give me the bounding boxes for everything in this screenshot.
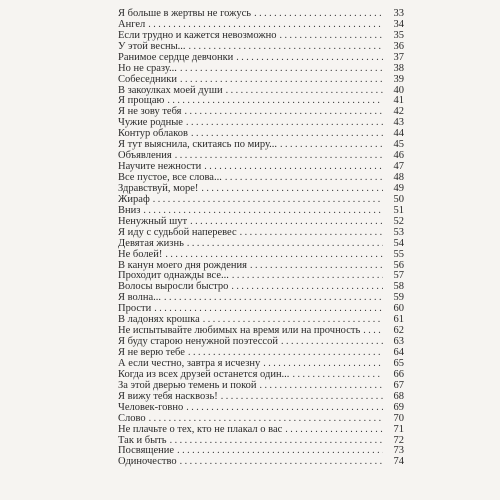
dot-leader <box>232 271 383 282</box>
toc-entry-title: Чужие родные <box>118 117 183 129</box>
toc-entry-title: Я волна... <box>118 292 162 304</box>
toc-entry-page-number: 50 <box>393 193 404 205</box>
toc-entry-page-number: 53 <box>393 226 404 238</box>
toc-entry-title: За этой дверью темень и покой <box>118 379 257 391</box>
toc-entry <box>118 195 404 206</box>
toc-entry-page-number: 44 <box>393 128 404 140</box>
dot-leader <box>225 173 383 184</box>
toc-entry-page-number: 38 <box>393 62 404 74</box>
toc-entry-title: Слово <box>118 412 146 424</box>
toc-entry-page-number: 55 <box>393 248 404 260</box>
toc-entry-title: Одиночество <box>118 456 177 468</box>
toc-entry-title: У этой весны... <box>118 40 186 52</box>
toc-entry-title: Не болей! <box>118 248 163 260</box>
toc-entry <box>118 250 404 261</box>
dot-leader <box>167 96 383 107</box>
dot-leader <box>363 326 383 337</box>
toc-entry-page-number: 65 <box>393 357 404 369</box>
dot-leader <box>149 414 383 425</box>
toc-entry-title: Я буду старою ненужной поэтессой <box>118 336 278 348</box>
toc-entry-title: Я прощаю <box>118 95 165 107</box>
dot-leader <box>180 457 383 468</box>
toc-entry-page-number: 68 <box>393 390 404 402</box>
dot-leader <box>180 75 383 86</box>
toc-entry-title: Я иду с судьбой наперевес <box>118 226 237 238</box>
toc-entry-page-number: 59 <box>393 292 404 304</box>
toc-entry-title: Контур облаков <box>118 128 188 140</box>
toc-entry-page-number: 54 <box>393 237 404 249</box>
toc-entry-page-number: 48 <box>393 172 404 184</box>
toc-entry-page-number: 45 <box>393 139 404 151</box>
toc-entry <box>118 64 404 75</box>
toc-entry-title: Когда из всех друзей останется один... <box>118 368 290 380</box>
toc-entry-title: Я не зову тебя <box>118 106 182 118</box>
toc-entry-title: Я тут выяснила, скитаясь по миру... <box>118 139 278 151</box>
dot-leader <box>201 184 383 195</box>
toc-entry-page-number: 64 <box>393 347 404 359</box>
toc-entry-title: Девятая жизнь <box>118 237 184 249</box>
toc-entry-page-number: 69 <box>393 401 404 413</box>
dot-leader <box>153 195 383 206</box>
toc-entry-page-number: 41 <box>393 95 404 107</box>
toc-entry-title: В ладонях крошка <box>118 314 200 326</box>
dot-leader <box>165 250 383 261</box>
dot-leader <box>250 261 383 272</box>
toc-entry-title: Объявления <box>118 150 172 162</box>
toc-entry-title: Научите нежности <box>118 161 202 173</box>
toc-entry-page-number: 36 <box>393 40 404 52</box>
toc-entry-title: Все пустое, все слова... <box>118 172 222 184</box>
toc-entry <box>118 414 404 425</box>
dot-leader <box>279 31 383 42</box>
toc-entry-page-number: 73 <box>393 445 404 457</box>
toc-entry <box>118 403 404 414</box>
toc-entry-title: Не плачьте о тех, кто не плакал о вас <box>118 423 283 435</box>
toc-entry-page-number: 61 <box>393 314 404 326</box>
toc-entry-title: Волосы выросли быстро <box>118 281 229 293</box>
toc-entry-title: Собеседники <box>118 73 177 85</box>
table-of-contents <box>118 9 404 468</box>
toc-entry-title: Ангел <box>118 18 146 30</box>
toc-entry-page-number: 42 <box>393 106 404 118</box>
dot-leader <box>170 436 383 447</box>
toc-entry-page-number: 51 <box>393 204 404 216</box>
dot-leader <box>180 64 383 75</box>
toc-entry-page-number: 47 <box>393 161 404 173</box>
toc-entry-page-number: 60 <box>393 303 404 315</box>
toc-entry-page-number: 33 <box>393 7 404 19</box>
dot-leader <box>231 282 383 293</box>
toc-entry-page-number: 35 <box>393 29 404 41</box>
toc-entry-page-number: 74 <box>393 456 404 468</box>
toc-entry-page-number: 43 <box>393 117 404 129</box>
toc-entry-page-number: 37 <box>393 51 404 63</box>
toc-entry-title: Но не сразу... <box>118 62 177 74</box>
dot-leader <box>292 370 383 381</box>
toc-entry-page-number: 71 <box>393 423 404 435</box>
dot-leader <box>175 151 383 162</box>
toc-entry-page-number: 49 <box>393 182 404 194</box>
dot-leader <box>164 293 383 304</box>
toc-entry <box>118 75 404 86</box>
toc-entry-page-number: 57 <box>393 270 404 282</box>
toc-entry-title: Так и быть <box>118 434 167 446</box>
toc-entry-page-number: 56 <box>393 259 404 271</box>
toc-entry-page-number: 67 <box>393 379 404 391</box>
dot-leader <box>240 228 383 239</box>
dot-leader <box>221 392 383 403</box>
toc-entry-page-number: 72 <box>393 434 404 446</box>
toc-entry-page-number: 39 <box>393 73 404 85</box>
dot-leader <box>186 403 383 414</box>
toc-entry-title: Вниз <box>118 204 141 216</box>
toc-entry <box>118 457 404 468</box>
toc-entry <box>118 425 404 436</box>
toc-entry-title: Не испытывайте любимых на время или на прочность <box>118 325 361 337</box>
toc-entry-page-number: 66 <box>393 368 404 380</box>
toc-entry-title: Здравствуй, море! <box>118 182 199 194</box>
toc-entry <box>118 184 404 195</box>
toc-entry <box>118 239 404 250</box>
toc-entry-title: Ненужный шут <box>118 215 188 227</box>
toc-entry-page-number: 40 <box>393 84 404 96</box>
dot-leader <box>260 381 383 392</box>
toc-entry-title: В закоулках моей души <box>118 84 223 96</box>
dot-leader <box>236 53 383 64</box>
toc-entry-title: Если трудно и кажется невозможно <box>118 29 277 41</box>
toc-entry-title: Я вижу тебя насквозь! <box>118 390 218 402</box>
toc-entry-title: Я больше в жертвы не гожусь <box>118 7 252 19</box>
dot-leader <box>280 140 383 151</box>
toc-entry-title: Жираф <box>118 193 150 205</box>
toc-entry-page-number: 52 <box>393 215 404 227</box>
toc-entry <box>118 9 404 20</box>
dot-leader <box>285 425 383 436</box>
dot-leader <box>186 118 383 129</box>
toc-entry-page-number: 34 <box>393 18 404 30</box>
dot-leader <box>254 9 383 20</box>
toc-entry-page-number: 46 <box>393 150 404 162</box>
toc-entry-page-number: 63 <box>393 336 404 348</box>
toc-entry-page-number: 58 <box>393 281 404 293</box>
toc-entry-title: Ранимое сердце девчонки <box>118 51 234 63</box>
toc-entry-title: В канун моего дня рождения <box>118 259 247 271</box>
dot-leader <box>177 446 383 457</box>
toc-entry-title: Проходит однажды все... <box>118 270 229 282</box>
dot-leader <box>226 86 383 97</box>
toc-entry-page-number: 70 <box>393 412 404 424</box>
toc-entry-title: Я не верю тебе <box>118 347 185 359</box>
toc-entry-title: Человек-говно <box>118 401 184 413</box>
toc-entry-page-number: 62 <box>393 325 404 337</box>
dot-leader <box>281 337 383 348</box>
toc-entry-title: Посвящение <box>118 445 175 457</box>
dot-leader <box>204 162 383 173</box>
toc-entry-title: А если честно, завтра я исчезну <box>118 357 261 369</box>
toc-entry <box>118 293 404 304</box>
toc-entry-title: Прости <box>118 303 152 315</box>
dot-leader <box>187 239 383 250</box>
dot-leader <box>185 107 383 118</box>
